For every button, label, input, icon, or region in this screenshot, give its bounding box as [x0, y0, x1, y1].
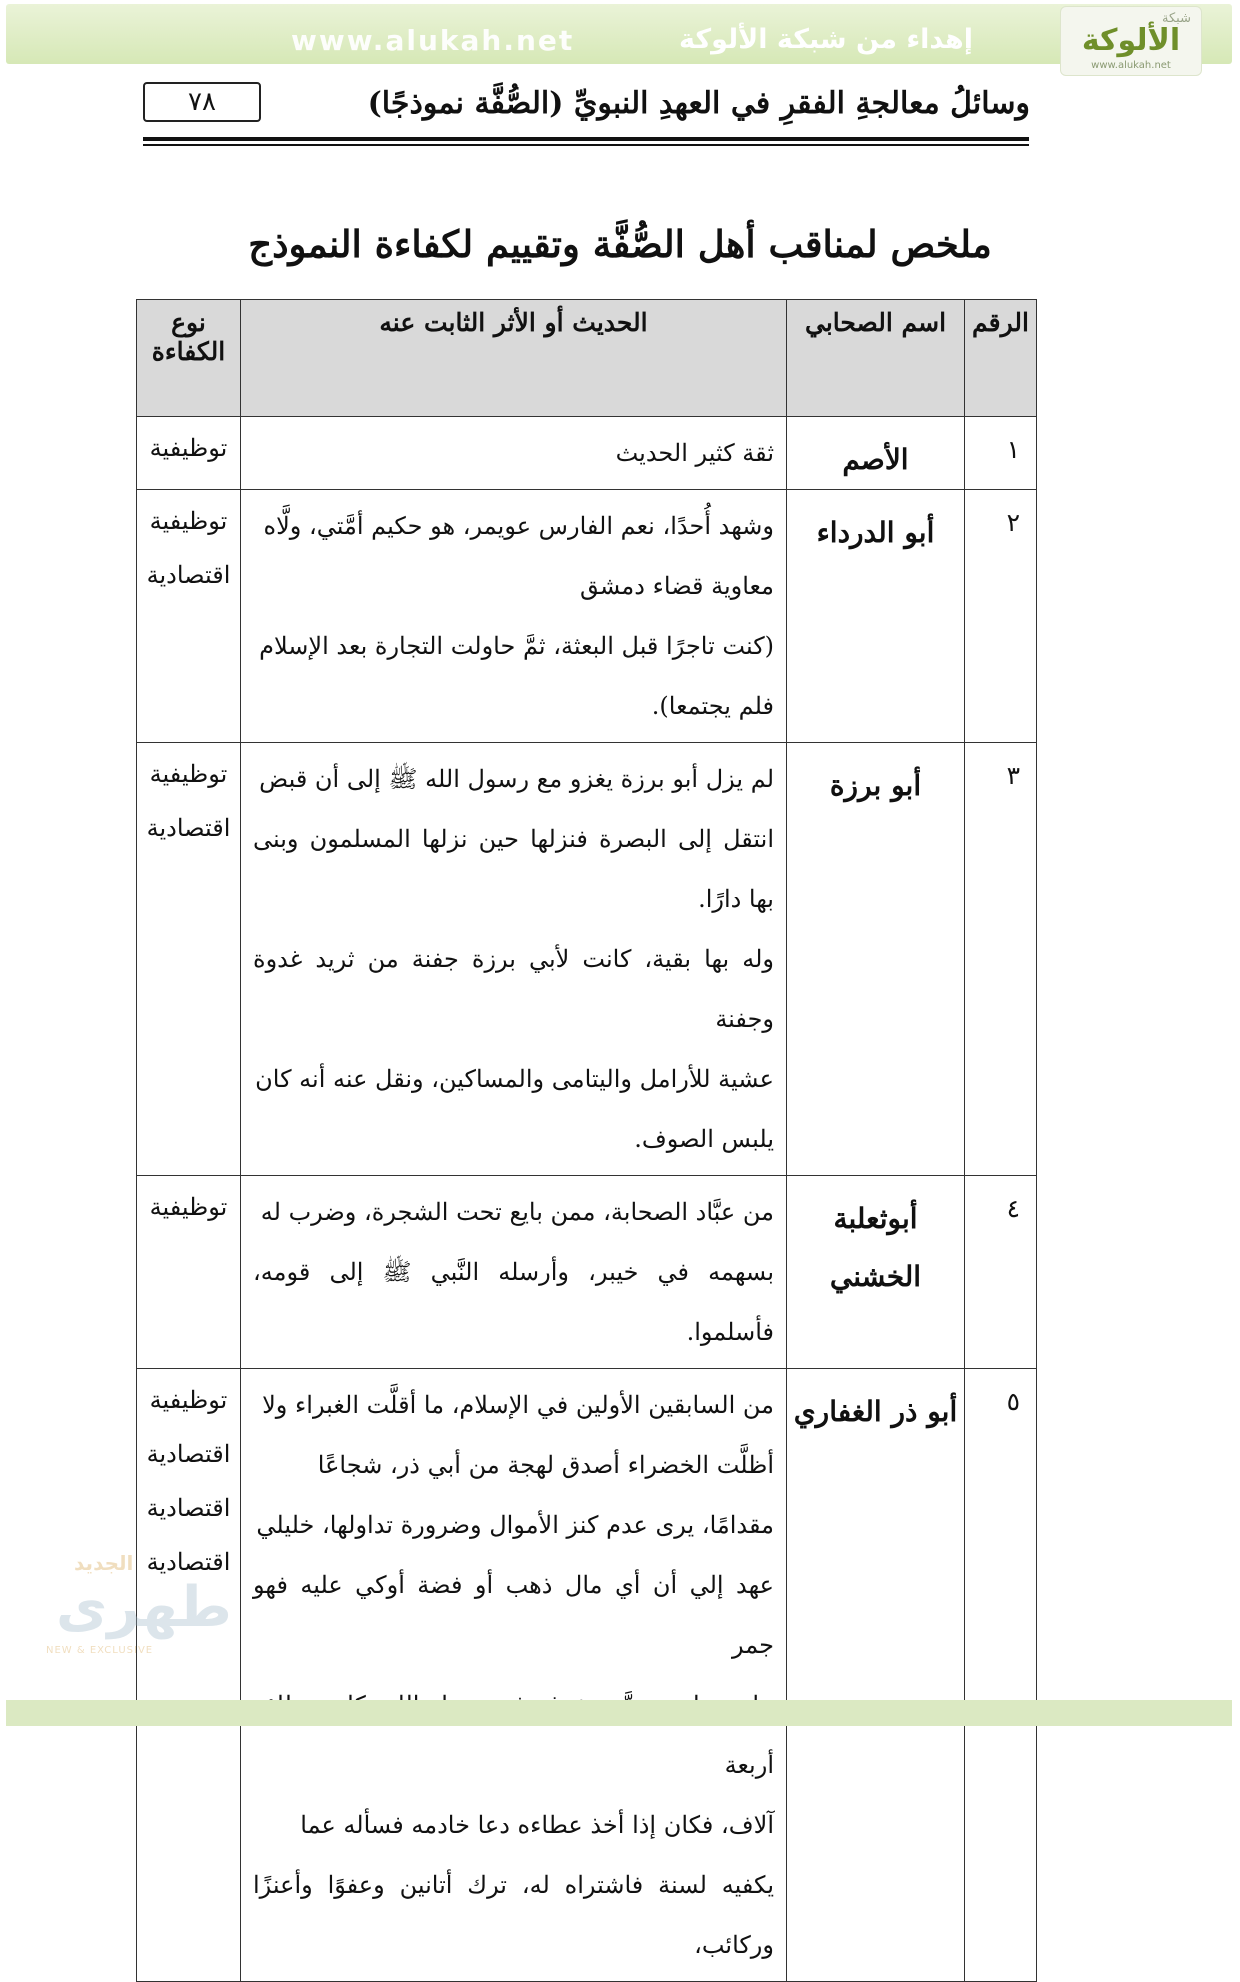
header-num: الرقم [965, 300, 1037, 417]
companions-table [136, 299, 1037, 1982]
row-number: ٢ [965, 490, 1037, 743]
companion-name [787, 1176, 965, 1369]
narration-line: ثقة كثير الحديث [615, 439, 774, 467]
competence-line: توظيفية [149, 1193, 228, 1221]
narration-text [241, 417, 787, 490]
table-row [137, 1176, 1037, 1369]
narration-line: أظلَّت الخضراء أصدق لهجة من أبي ذر، شجاعًا [317, 1451, 774, 1479]
competence-type [137, 1176, 241, 1369]
narration-line: من السابقين الأولين في الإسلام، ما أقلَّت الغبراء ولا [262, 1391, 774, 1419]
document-title: ملخص لمناقب أهل الصُّفَّة وتقييم لكفاءة النموذج [248, 222, 992, 266]
companion-name-line: أبوثعلبة [833, 1202, 918, 1235]
footer-band [6, 1700, 1232, 1726]
competence-line: اقتصادية [146, 561, 231, 589]
narration-text [241, 743, 787, 1176]
header-text: الحديث أو الأثر الثابت عنه [241, 300, 787, 417]
narration-line: أربعة [724, 1751, 774, 1779]
table-row [137, 417, 1037, 490]
narration-line: وله بها بقية، كانت لأبي برزة جفنة من ثريد غدوة وجفنة [253, 945, 774, 1033]
narration-line: عشية للأرامل واليتامى والمساكين، ونقل عنه أنه كان [255, 1065, 774, 1093]
table-row [137, 743, 1037, 1176]
row-number: ١ [965, 417, 1037, 490]
banner-gift-text: إهداء من شبكة الألوكة [679, 24, 973, 55]
row-number: ٥ [965, 1369, 1037, 1982]
competence-line: توظيفية [149, 760, 228, 788]
page-number: ٧٨ [143, 82, 261, 122]
table-header-row [137, 300, 1037, 417]
competence-line: توظيفية [149, 507, 228, 535]
companion-name: أبو برزة [787, 743, 965, 1176]
narration-line: فلم يجتمعا). [651, 692, 774, 720]
row-number: ٣ [965, 743, 1037, 1176]
competence-line: اقتصادية [146, 814, 231, 842]
companion-name: أبو الدرداء [787, 490, 965, 743]
competence-line: توظيفية [149, 434, 228, 462]
competence-line: توظيفية [149, 1386, 228, 1414]
header-type-line: نوع [171, 308, 206, 337]
competence-line: اقتصادية [146, 1494, 231, 1522]
narration-line: انتقل إلى البصرة فنزلها حين نزلها المسلمون وبنى بها دارًا. [253, 825, 774, 913]
competence-type [137, 417, 241, 490]
narration-line: معاوية قضاء دمشق [580, 572, 774, 600]
site-banner [6, 4, 1232, 64]
companion-name: الأصم [787, 417, 965, 490]
narration-text [241, 1369, 787, 1982]
narration-line: بسهمه في خيبر، وأرسله النَّبي ﷺ إلى قومه، فأسلموا. [253, 1258, 774, 1346]
header-rule-thin [143, 144, 1029, 146]
narration-line: يكفيه لسنة فاشتراه له، ترك أتانين وعفوًا وأعنزًا وركائب، [253, 1871, 774, 1959]
narration-line: (كنت تاجرًا قبل البعثة، ثمَّ حاولت التجارة بعد الإسلام [259, 632, 774, 660]
competence-line: اقتصادية [146, 1548, 231, 1576]
narration-line: عهد إلي أن أي مال ذهب أو فضة أوكي عليه فهو جمر [253, 1571, 774, 1659]
narration-line: وشهد أُحدًا، نعم الفارس عويمر، هو حكيم أمَّتي، ولَّاه [263, 512, 774, 540]
narration-line: يلبس الصوف. [634, 1125, 774, 1153]
narration-text [241, 1176, 787, 1369]
watermark-top-text: الجديد [74, 1551, 134, 1575]
competence-type [137, 490, 241, 743]
table-row [137, 490, 1037, 743]
narration-line: آلاف، فكان إذا أخذ عطاءه دعا خادمه فسأله عما [300, 1811, 774, 1839]
competence-type [137, 1369, 241, 1982]
narration-text [241, 490, 787, 743]
competence-type [137, 743, 241, 1176]
watermark-bottom-text: NEW & EXCLUSIVE [46, 1645, 154, 1656]
header-type [137, 300, 241, 417]
row-number: ٤ [965, 1176, 1037, 1369]
header-name: اسم الصحابي [787, 300, 965, 417]
running-title: وسائلُ معالجةِ الفقرِ في العهدِ النبويِّ (الصُّفَّة نموذجًا) [367, 86, 1030, 121]
companion-name-line: الخشني [829, 1260, 922, 1293]
logo-url-text: www.alukah.net [1091, 60, 1171, 71]
logo-main-text: الألوكة [1081, 23, 1181, 58]
narration-line: مقدامًا، يرى عدم كنز الأموال وضرورة تداولها، خليلي [256, 1511, 774, 1539]
narration-line: من عبَّاد الصحابة، ممن بايع تحت الشجرة، وضرب له [260, 1198, 774, 1226]
logo-top-text: شبكة [1162, 11, 1191, 26]
site-logo [1060, 6, 1202, 76]
companion-name: أبو ذر الغفاري [787, 1369, 965, 1982]
watermark-main-text: طهرى [56, 1575, 232, 1640]
header-type-line: الكفاءة [151, 337, 226, 366]
banner-url: www.alukah.net [291, 24, 575, 57]
header-rule-thick [143, 137, 1029, 141]
narration-line: لم يزل أبو برزة يغزو مع رسول الله ﷺ إلى أن قبض [259, 765, 774, 793]
competence-line: اقتصادية [146, 1440, 231, 1468]
table-row [137, 1369, 1037, 1982]
